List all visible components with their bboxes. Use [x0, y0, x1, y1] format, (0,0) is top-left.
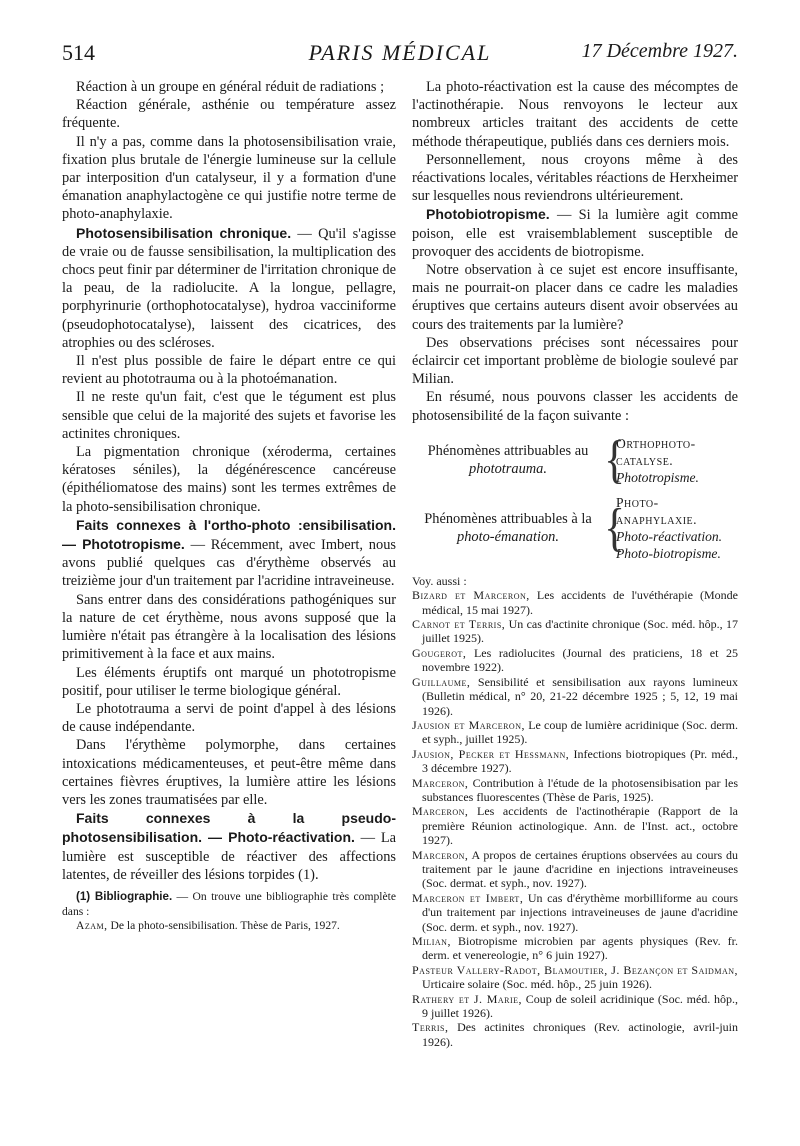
reference-item	[412, 718, 738, 747]
bibliography	[412, 574, 738, 1049]
paragraph: Réaction générale, asthénie ou température assez fréquente.	[62, 97, 396, 132]
paragraph	[412, 205, 738, 261]
reference-author: Gougerot,	[412, 645, 467, 660]
paragraph: Il n'y a pas, comme dans la photosensibilisation vraie, fixation plus brutale de l'énergie lumineuse sur la cellule par interposition d'un catalyseur, il y a formation d'une émanation anaphylactogène ce qui justifie notre terme de photo-anaphylaxie.	[62, 133, 396, 223]
paragraph	[62, 224, 396, 352]
paragraph	[62, 809, 396, 884]
table-row	[412, 494, 738, 562]
section-heading: Faits connexes à l'ortho-photo :ensibilisation. — Phototropisme.	[62, 516, 396, 553]
reference-author: Marceron,	[412, 804, 469, 819]
reference-author: Marceron,	[412, 775, 469, 790]
reference-text: Le coup de lumière acridinique (Soc. derm. et syph., juillet 1925).	[422, 717, 739, 747]
reference-item	[412, 804, 738, 847]
paragraph: Réaction à un groupe en général réduit de radiations ;	[76, 79, 385, 95]
paragraph: En résumé, nous pouvons classer les accidents de photosensibilité de la façon suivante :	[412, 389, 738, 424]
table-cell-right: Photo-anaphylaxie. Photo-réactivation. Photo-biotropisme.	[616, 494, 723, 561]
reference-author: Jausion et Marceron,	[412, 717, 525, 732]
reference-text: A propos de certaines éruptions observées au cours du traitement par le jaune d'acridine en injections intraveineuses (Soc. dermat. et syph., nov. 1927).	[422, 847, 738, 891]
reference-author: Marceron et Imbert,	[412, 890, 524, 905]
section-heading: Photobiotropisme.	[426, 206, 550, 223]
reference-item	[412, 747, 738, 776]
reference-text: Les accidents de l'actinothérapie (Rapport de la première Réunion actinologique. Ann. de l'Inst. act., octobre 1927).	[422, 804, 738, 848]
table-cell-right: Orthophoto-catalyse. Phototropisme.	[616, 435, 699, 485]
left-column	[62, 78, 396, 934]
footnote-text: (1) Bibliographie. — On trouve une bibliographie très complète dans :	[62, 889, 396, 918]
reference-item	[412, 617, 738, 646]
section-heading: Photosensibilisation chronique.	[76, 224, 292, 241]
reference-author: Carnot et Terris,	[412, 617, 506, 632]
paragraph: Personnellement, nous croyons même à des réactivations locales, véritables réactions de Herxheimer sur lesquelles nous reviendrons ultérieurement.	[412, 151, 738, 205]
paragraph: Dans l'érythème polymorphe, dans certaines intoxications médicamenteuses, et peut-être même dans certaines fièvres éruptives, la lumière attire les lésions vers les zones traumatisées par elle.	[62, 737, 396, 808]
reference-item	[412, 776, 738, 805]
reference-item	[412, 675, 738, 718]
reference-item	[412, 963, 738, 992]
reference-text: Urticaire solaire (Soc. méd. hôp., 25 juin 1926).	[422, 977, 652, 992]
paragraph: Notre observation à ce sujet est encore insuffisante, mais ne pourrait-on placer dans ce cadre les maladies éruptives que certains auteurs disent avoir observées au cours des traitements par la lumière?	[412, 262, 738, 333]
footnote-heading: (1) Bibliographie.	[76, 889, 173, 903]
journal-title: PARIS MÉDICAL	[308, 40, 492, 65]
page-header	[62, 40, 738, 74]
paragraph-text: — Qu'il s'agisse de vraie ou de fausse sensibilisation, la multiplication des chocs peut finir par déterminer de l'irritation chronique de la peau, de la radiolucite. A la longue, pellagre, porphyrinurie (orthophotocatalyse), hydroa vacciniforme (pseudophotocatalyse), laissent des cicatrices, des atrophies ou des scléroses.	[62, 225, 396, 351]
reference-text: Biotropisme microbien par agents physiques (Rev. fr. derm. et venereologie, n° 6 juin 1927).	[422, 934, 738, 963]
reference-text: Un cas d'actinite chronique (Soc. méd. hôp., 17 juillet 1925).	[422, 617, 738, 646]
reference-text: Un cas d'érythème morbilliforme au cours d'un traitement par injections intraveineuses de jaune d'acridine (Soc. derm. et syph., nov. 1927).	[422, 890, 738, 934]
right-column	[412, 78, 738, 1049]
paragraph	[62, 516, 396, 591]
reference-author: Pasteur Vallery-Radot, Blamoutier, J. Bezançon et Saidman,	[412, 962, 738, 977]
reference-item	[412, 992, 738, 1021]
paragraph: La pigmentation chronique (xéroderma, certaines kératoses séniles), la dégénérescence cancéreuse (épithéliomatose des mains) sont les termes extrêmes de la photo-sensibilisation chronique.	[62, 444, 396, 515]
reference-text: Coup de soleil acridinique (Soc. méd. hôp., 9 juillet 1926).	[422, 991, 738, 1021]
reference-text: Les accidents de l'uvéthérapie (Monde médical, 15 mai 1927).	[422, 588, 738, 617]
table-cell-left: Phénomènes attribuables à la photo-émanation.	[424, 510, 592, 545]
reference-text: Sensibilité et sensibilisation aux rayons lumineux (Bulletin médical, n° 20, 21-22 décembre 1925 ; 5, 12, 19 mai 1926).	[422, 674, 738, 718]
brace: {	[604, 430, 626, 490]
page-number: 514	[62, 40, 95, 65]
reference-text: Infections biotropiques (Pr. méd., 3 décembre 1927).	[422, 746, 739, 776]
reference-item	[412, 588, 738, 617]
reference-author: Marceron,	[412, 847, 469, 862]
reference-text: Les radiolucites (Journal des praticiens, 18 et 25 novembre 1922).	[422, 645, 738, 675]
table-row	[412, 430, 738, 490]
paragraph: Des observations précises sont nécessaires pour éclaircir cet important problème de biologie soulevé par Milian.	[412, 334, 738, 388]
footnote-reference: Azam, De la photo-sensibilisation. Thèse de Paris, 1927.	[76, 919, 340, 933]
reference-list	[412, 588, 738, 1049]
reference-author: Guillaume,	[412, 674, 471, 689]
reference-author: Jausion, Pecker et Hessmann,	[412, 746, 570, 761]
paragraph: Il ne reste qu'un fait, c'est que le tégument est plus sensible que celui de la majorité des sujets et favorise les actinites chroniques.	[62, 389, 396, 442]
reference-author: Bizard et Marceron,	[412, 588, 530, 603]
paragraph: Le phototrauma a servi de point d'appel à des lésions de cause indépendante.	[62, 700, 396, 736]
table-cell-left: Phénomènes attribuables au phototrauma.	[427, 443, 589, 478]
paragraph: La photo-réactivation est la cause des mécomptes de l'actinothérapie. Nous renvoyons le lecteur aux nombreux articles traitant des accidents de cette méthode thérapeutique, publiés dans ces derniers mois.	[412, 79, 738, 150]
classification-table	[412, 430, 738, 568]
reference-author: Rathery et J. Marie,	[412, 991, 523, 1006]
paragraph: Les éléments éruptifs ont marqué un phototropisme positif, pour utiliser le terme biologique général.	[62, 664, 396, 699]
paragraph-text: — Si la lumière agit comme poison, elle est vraisemblablement susceptible de provoquer des accidents de biotropisme.	[412, 207, 738, 260]
reference-text: Des actinites chroniques (Rev. actinologie, avril-juin 1926).	[422, 1020, 738, 1049]
reference-author: Milian,	[412, 934, 451, 949]
paragraph-text: — La lumière est susceptible de réactiver des affections latentes, de réveiller des lésions torpides (1).	[62, 830, 396, 883]
reference-item	[412, 934, 738, 963]
issue-date: 17 Décembre 1927.	[581, 40, 738, 62]
reference-item	[412, 1020, 738, 1049]
reference-item	[412, 891, 738, 934]
paragraph-text: — Récemment, avec Imbert, nous avons publié quelques cas d'érythème observés au treizième jour d'un traitement par l'acridine intraveineuse.	[62, 537, 396, 590]
paragraph: Il n'est plus possible de faire le départ entre ce qui revient au phototrauma ou à la photoémanation.	[62, 353, 396, 388]
footnote	[62, 890, 396, 934]
section-heading: Faits connexes à la pseudo-photosensibilisation. — Photo-réactivation.	[62, 810, 396, 846]
reference-item	[412, 848, 738, 891]
reference-text: Contribution à l'étude de la photosensibisation par les substances fluorescentes (Thèse de Paris, 1925).	[422, 775, 738, 804]
reference-item	[412, 646, 738, 675]
bibliography-intro: Voy. aussi :	[412, 573, 467, 588]
reference-author: Terris,	[412, 1020, 449, 1035]
brace: {	[604, 497, 626, 557]
paragraph: Sans entrer dans des considérations pathogéniques sur la nature de cet érythème, nous avons supposé que la lumière n'était pas étrangère à la localisation des lésions primitivement à la face et aux mains.	[62, 591, 396, 663]
